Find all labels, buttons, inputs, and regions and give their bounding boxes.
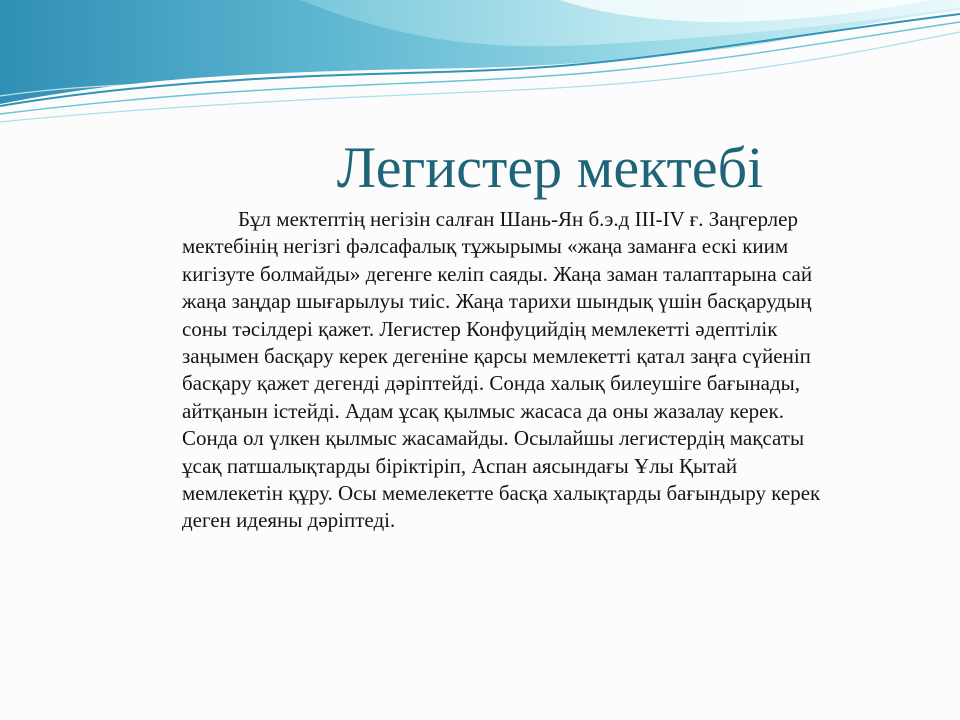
paragraph-line: деген идеяны дәріптеді.: [182, 508, 396, 533]
paragraph-line: Сонда ол үлкен қылмыс жасамайды. Осылайшы легистердің мақсаты: [182, 426, 805, 451]
paragraph-line: басқару қажет дегенді дәріптейді. Сонда халық билеушіге бағынады,: [182, 371, 801, 396]
paragraph-line: заңымен басқару керек дегеніне қарсы мемлекетті қатал заңға сүйеніп: [182, 344, 811, 369]
paragraph-line: ұсақ патшалықтарды біріктіріп, Аспан аясындағы Ұлы Қытай: [182, 453, 738, 478]
paragraph-line: мемлекетін құру. Осы мемелекетте басқа халықтарды бағындыру керек: [182, 481, 821, 506]
paragraph-line: айтқанын істейді. Адам ұсақ қылмыс жасаса да оны жазалау керек.: [182, 398, 784, 423]
paragraph-line: соны тәсілдері қажет. Легистер Конфуцийдің мемлекетті әдептілік: [182, 316, 778, 341]
paragraph-line: мектебінің негізгі фәлсафалық тұжырымы «жаңа заманға ескі киим: [182, 234, 789, 259]
slide-title: Легистер мектебі: [336, 135, 764, 200]
paragraph-line: Бұл мектептің негізін салған Шань-Ян б.э.д III-IV ғ. Заңгерлер: [238, 207, 798, 231]
paragraph-line: жаңа заңдар шығарылуы тиіс. Жаңа тарихи шындық үшін басқарудың: [182, 289, 812, 314]
wave-header-decoration: [0, 0, 960, 140]
paragraph-line: кигізуте болмайды» дегенге келіп саяды. Жаңа заман талаптарына сай: [182, 261, 813, 286]
body-paragraph: [182, 206, 922, 535]
